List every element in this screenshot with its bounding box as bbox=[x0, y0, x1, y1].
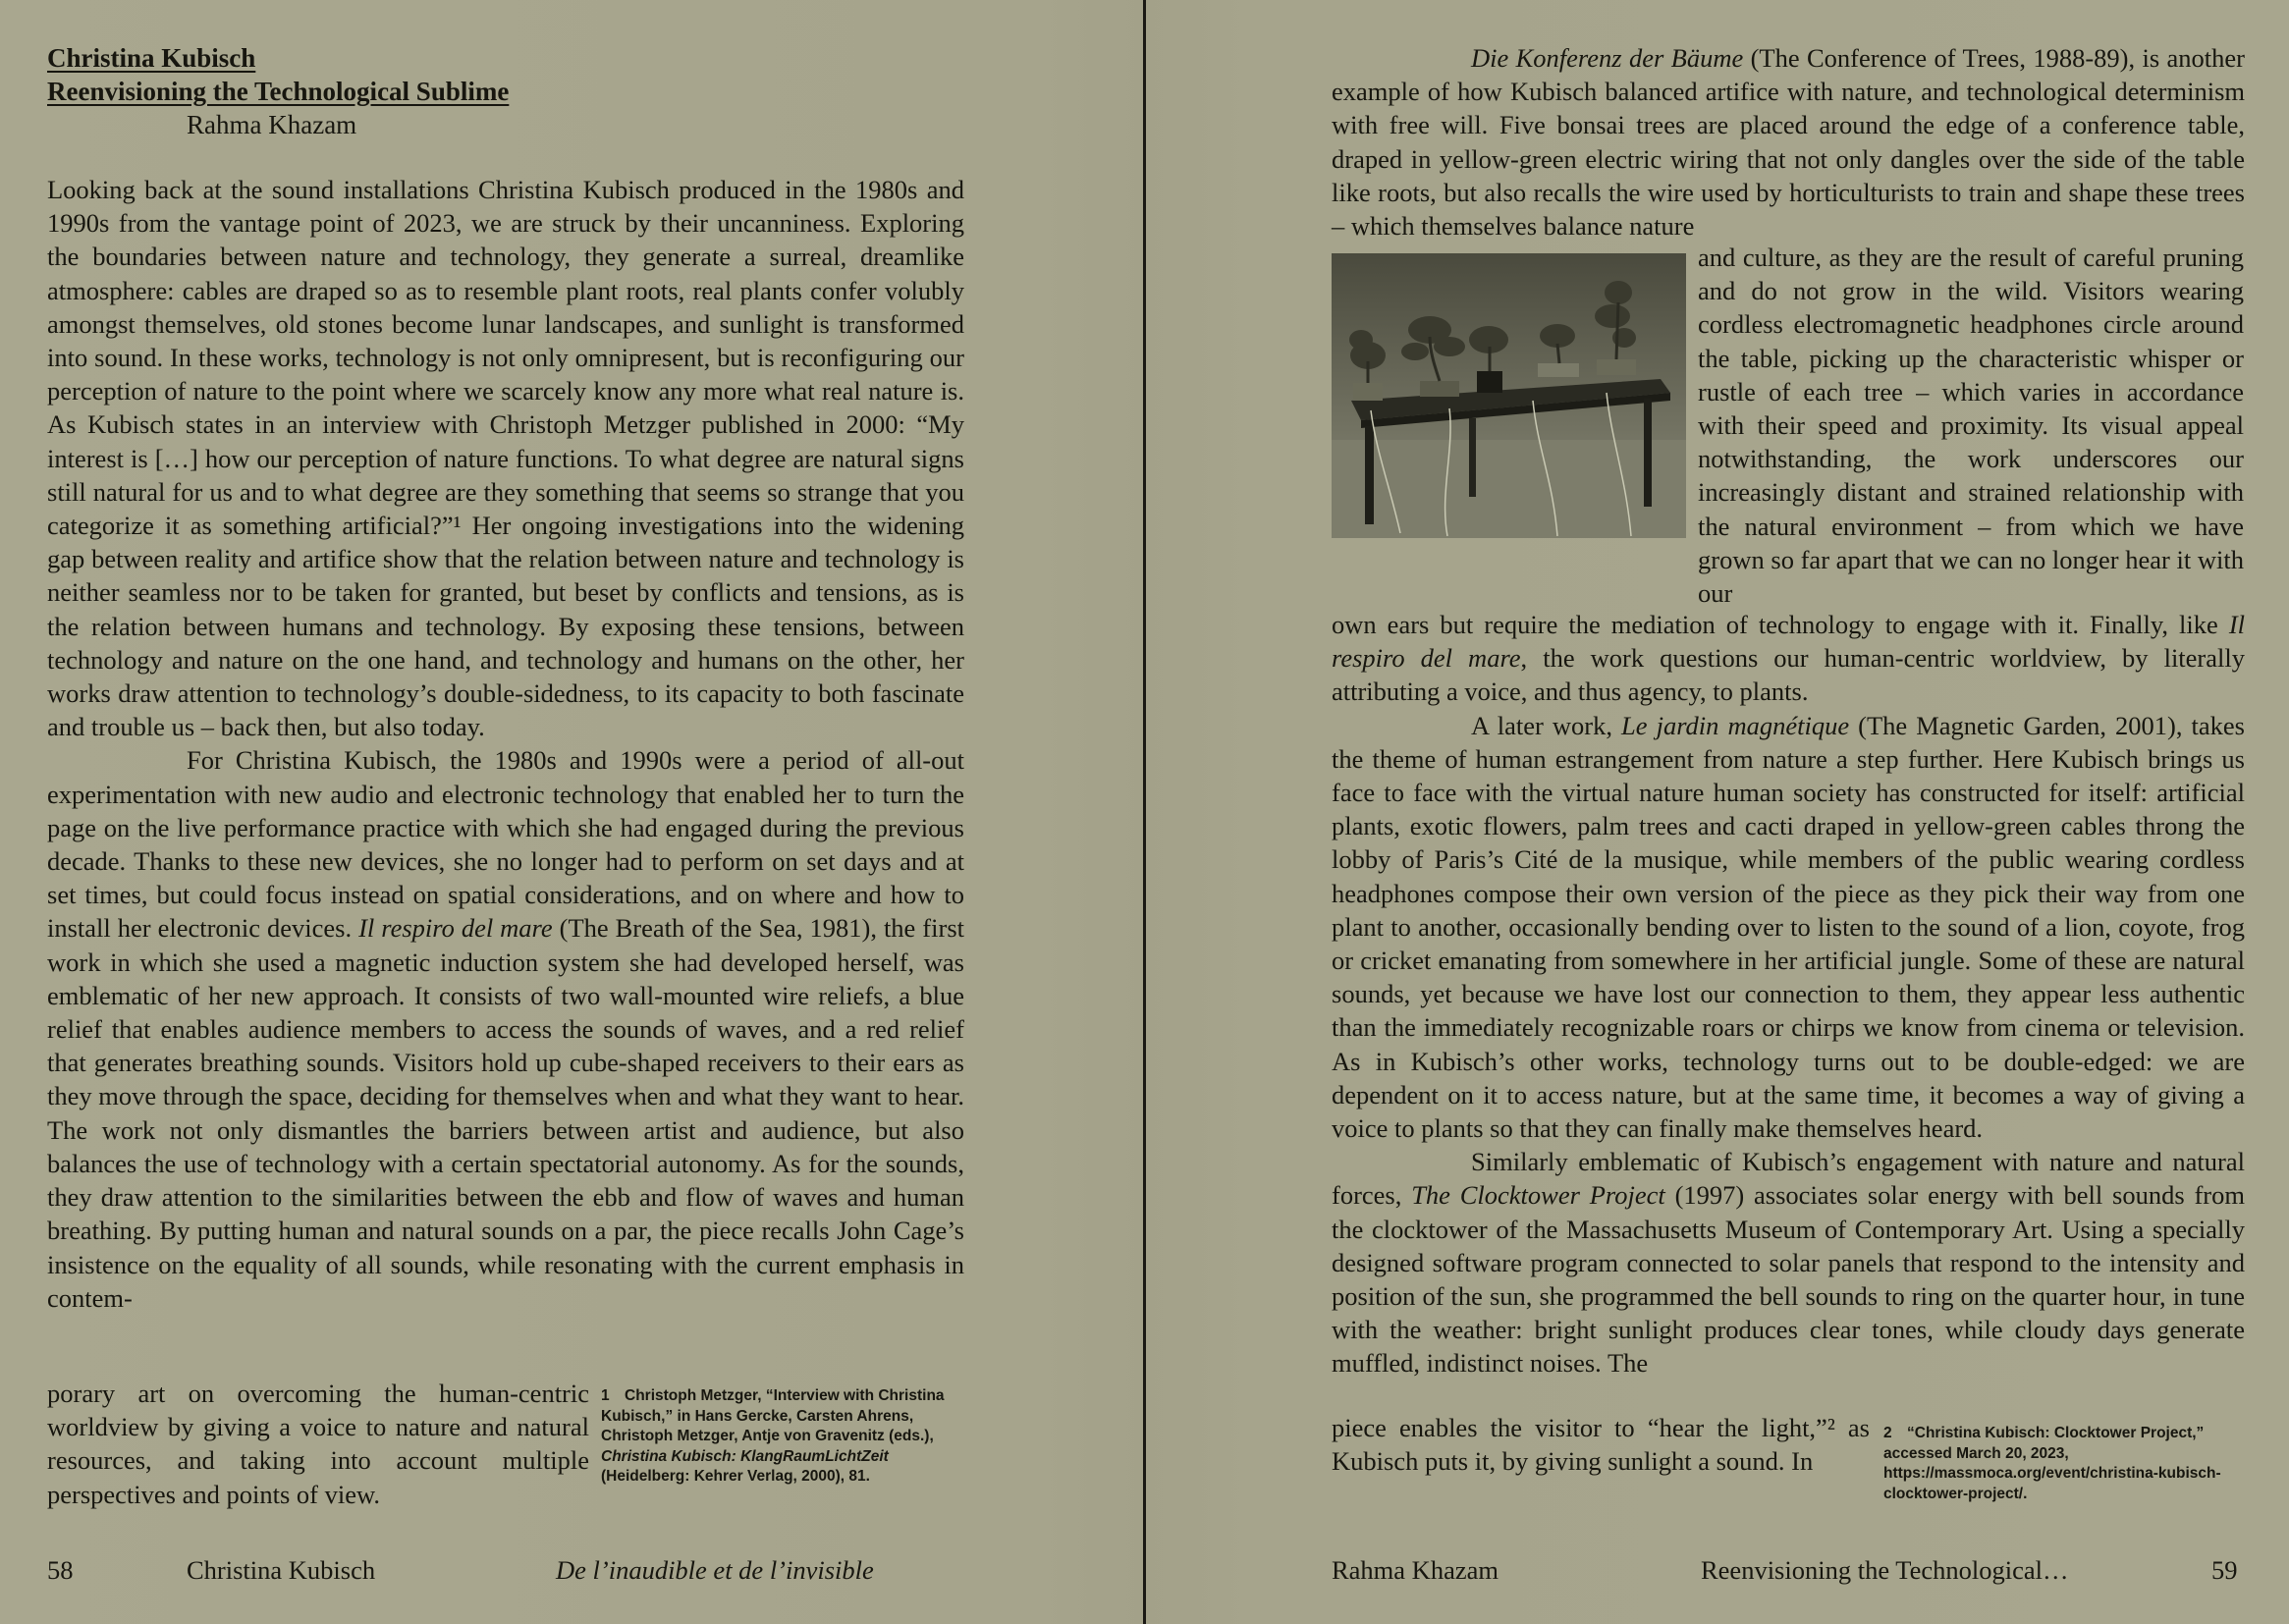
left-page bbox=[0, 0, 1143, 1624]
paragraph-respiro-tail: porary art on overcoming the human-centric worldview by giving a voice to nature and natural resources, and taking into account multiple perspectives and points of view. bbox=[47, 1379, 589, 1509]
running-head-author-right: Rahma Khazam bbox=[1332, 1555, 1499, 1585]
paragraph-konferenz-end: own ears but require the mediation of technology to engage with it. Finally, like Il respiro del mare, the work questions our human-centric worldview, by literally attributing a voice, and thus agency, to plants. bbox=[1332, 610, 2245, 707]
page-number-left: 58 bbox=[47, 1555, 74, 1585]
paragraph-clocktower-tail: piece enables the visitor to “hear the light,”² as Kubisch puts it, by giving sunlight a sound. In bbox=[1332, 1413, 1870, 1477]
running-head-title-right: Reenvisioning the Technological… bbox=[1701, 1555, 2069, 1585]
work-title-italic: Le jardin magnétique bbox=[1621, 710, 1850, 740]
header-artist-name: Christina Kubisch bbox=[47, 43, 256, 73]
gutter-line bbox=[1143, 0, 1146, 1624]
work-title-italic: Die Konferenz der Bäume bbox=[1471, 43, 1744, 73]
paragraph-jardin: A later work, Le jardin magnétique (The Magnetic Garden, 2001), takes the theme of human estrangement from nature a step further. Here Kubisch brings us face to face with the virtual nature human society has constructed for itself: artificial plants, exotic flowers, palm trees and cacti draped in yellow-green cables throng the lobby of Paris’s Cité de la musique, while members of the public wearing cordless headphones compose their own version of the piece as they pick their way from one plant to another, occasionally bending over to listen to the sound of a lion, coyote, frog or cricket emanating from somewhere in her artificial jungle. Some of these are natural sounds, yet because we have lost our connection to them, they appear less authentic than the immediately recognizable roars or chirps we know from cinema or television. As in Kubisch’s other works, technology turns out to be double-edged: we are dependent on it to access nature, but at the same time, it becomes a way of giving a voice to plants so that they can finally make themselves heard. bbox=[1332, 710, 2245, 1144]
page-number-right: 59 bbox=[2211, 1555, 2238, 1585]
running-head-title-left: De l’inaudible et de l’invisible bbox=[556, 1555, 874, 1585]
paragraph-clocktower: Similarly emblematic of Kubisch’s engagement with nature and natural forces, The Clocktower Project (1997) associates solar energy with bell sounds from the clocktower of the Massachusetts Museum of Contemporary Art. Using a specially designed software program connected to solar panels that respond to the intensity and position of the sun, she programmed the bell sounds to ring on the quarter hour, in tune with the weather: bright sunlight produces clear tones, while cloudy days generate muffled, indistinct noises. The bbox=[1332, 1147, 2245, 1379]
paragraph-respiro: For Christina Kubisch, the 1980s and 1990s were a period of all-out experimentation with new audio and electronic technology that enabled her to turn the page on the live performance practice with which she had engaged during the previous decade. Thanks to these new devices, she no longer had to perform on set days and at set times, but could focus instead on spatial considerations, and on where and how to install her electronic devices. Il respiro del mare (The Breath of the Sea, 1981), the first work in which she used a magnetic induction system she had developed herself, was emblematic of her new approach. It consists of two wall-mounted wire reliefs, a blue relief that enables audience members to access the sounds of waves, and a red relief that generates breathing sounds. Visitors hold up cube-shaped receivers to their ears as they move through the space, deciding for themselves when and what they want to hear. The work not only dismantles the barriers between artist and audience, but also balances the use of technology with a certain spectatorial autonomy. As for the sounds, they draw attention to the similarities between the ebb and flow of waves and human breathing. By putting human and natural sounds on a par, the piece recalls John Cage’s insistence on the equality of all sounds, while resonating with the current emphasis in contem- bbox=[47, 745, 964, 1313]
header-article-title: Reenvisioning the Technological Sublime bbox=[47, 77, 510, 106]
header-author: Rahma Khazam bbox=[187, 110, 357, 139]
footnote-1: 1 Christoph Metzger, “Interview with Christina Kubisch,” in Hans Gercke, Carsten Ahrens, Christoph Metzger, Antje von Gravenitz (eds.), Christina Kubisch: KlangRaumLichtZeit (Heidelberg: Kehrer Verlag, 2000), 81. bbox=[601, 1387, 945, 1485]
work-title-italic: Il respiro del mare bbox=[358, 913, 553, 944]
bonsai-table-photo bbox=[1332, 253, 1686, 538]
article-header bbox=[47, 41, 509, 141]
paragraph-konferenz: Die Konferenz der Bäume (The Conference of Trees, 1988-89), is another example of how Kubisch balanced artifice with nature, and technological determinism with free will. Five bonsai trees are placed around the edge of a conference table, draped in yellow-green electric wiring that not only dangles over the side of the table like roots, but also recalls the wire used by horticulturists to train and shape these trees – which themselves balance nature bbox=[1332, 43, 2245, 242]
right-wrap-text bbox=[1698, 241, 2244, 610]
paragraph-konferenz-wrap: and culture, as they are the result of careful pruning and do not grow in the wild. Visitors wearing cordless electromagnetic headphones circle around the table, picking up the characteristic whisper or rustle of each tree – which varies in accordance with their speed and proximity. Its visual appeal notwithstanding, the work underscores our increasingly distant and strained relationship with the natural environment – from which we have grown so far apart that we can no longer hear it with our bbox=[1698, 243, 2244, 609]
running-head-author-left: Christina Kubisch bbox=[187, 1555, 376, 1585]
left-body-tail bbox=[47, 1377, 589, 1511]
right-body-top bbox=[1332, 41, 2245, 243]
footnote-2: 2 “Christina Kubisch: Clocktower Project,” accessed March 20, 2023, https://massmoca.org/event/christina-kubisch-clocktower-project/. bbox=[1883, 1425, 2221, 1502]
right-body-tail bbox=[1332, 1411, 1870, 1478]
footnote-number: 2 bbox=[1883, 1425, 1892, 1441]
paragraph-intro: Looking back at the sound installations Christina Kubisch produced in the 1980s and 1990s from the vantage point of 2023, we are struck by their uncanniness. Exploring the boundaries between nature and technology, they generate a surreal, dreamlike atmosphere: cables are draped so as to resemble plant roots, real plants confer volubly amongst themselves, old stones become lunar landscapes, and sunlight is transformed into sound. In these works, technology is not only omnipresent, but is reconfiguring our perception of nature to the point where we scarcely know any more what real nature is. As Kubisch states in an interview with Christoph Metzger published in 2000: “My interest is […] how our perception of nature functions. To what degree are natural signs still natural for us and to what degree are they something that seems so strange that you categorize it as something artificial?”¹ Her ongoing investigations into the widening gap between reality and artifice show that the relation between nature and technology is neither seamless nor to be taken for granted, but beset by conflicts and tensions, as is the relation between humans and technology. By exposing these tensions, between technology and nature on the one hand, and technology and humans on the other, her works draw attention to technology’s double-sidedness, to its capacity to both fascinate and trouble us – back then, but also today. bbox=[47, 175, 964, 742]
footnote-number: 1 bbox=[601, 1387, 610, 1404]
work-title-italic: Il respiro del mare bbox=[1332, 610, 2245, 674]
work-title-italic: The Clocktower Project bbox=[1411, 1180, 1665, 1211]
right-body-mid bbox=[1332, 608, 2245, 1380]
left-body-text bbox=[47, 173, 964, 1315]
